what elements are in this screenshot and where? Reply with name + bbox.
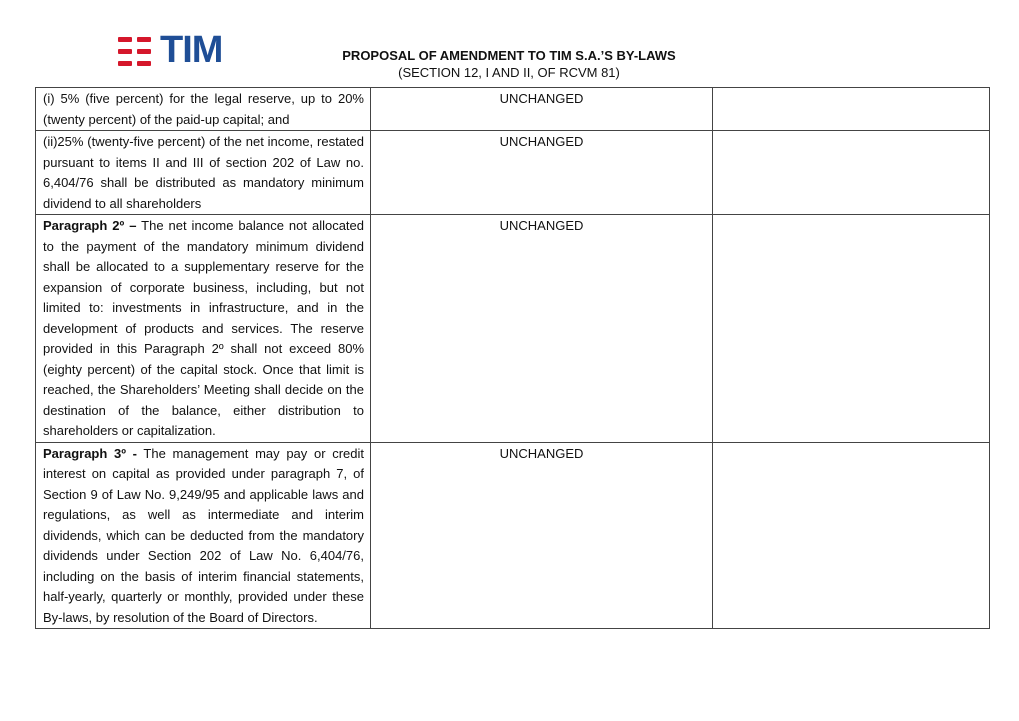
current-text-cell (36, 442, 371, 629)
table-row (36, 131, 990, 215)
justification-text (713, 88, 989, 89)
paragraph-label: Paragraph 3º - (43, 445, 137, 461)
tim-logo-wordmark: TIM (160, 29, 223, 71)
justification-text (713, 215, 989, 216)
status-text: UNCHANGED (499, 445, 584, 461)
justification-text (713, 131, 989, 132)
tim-logo-mark-icon (118, 37, 154, 67)
justification-cell (713, 215, 990, 443)
clause-text: The net income balance not allocated to the payment of the mandatory minimum dividend shall be allocated to a supplementary reserve for the expansion of corporate business, including, but not limited to: investments in infrastructure, and in the development of products and services. The reserve provided in this Paragraph 2º shall not exceed 80% (eighty percent) of the capital stock. Once that limit is reached, the Shareholders’ Meeting shall decide on the destination of the balance, either distribution to shareholders or capitalization. (43, 218, 364, 438)
justification-cell (713, 442, 990, 629)
table-row (36, 88, 990, 131)
amendment-table (35, 87, 990, 629)
table-row (36, 215, 990, 443)
status-text: UNCHANGED (499, 91, 584, 106)
tim-logo (118, 29, 238, 71)
proposed-text-cell (371, 88, 713, 131)
current-text-cell (36, 215, 371, 443)
status-text: UNCHANGED (499, 134, 584, 149)
proposed-text-cell (371, 442, 713, 629)
proposed-text-cell (371, 131, 713, 215)
document-subtitle: (SECTION 12, I AND II, OF RCVM 81) (398, 65, 620, 80)
current-text-cell (36, 131, 371, 215)
clause-text: (ii)25% (twenty-five percent) of the net income, restated pursuant to items II and III of section 202 of Law no. 6,404/76 shall be distributed as mandatory minimum dividend to all shareholders (43, 134, 364, 211)
justification-text (713, 443, 989, 444)
current-text-cell (36, 88, 371, 131)
proposed-text-cell (371, 215, 713, 443)
document-header (300, 47, 718, 81)
justification-cell (713, 88, 990, 131)
justification-cell (713, 131, 990, 215)
table-row (36, 442, 990, 629)
paragraph-label: Paragraph 2º – (43, 218, 137, 233)
document-title: PROPOSAL OF AMENDMENT TO TIM S.A.’S BY-LAWS (342, 48, 676, 63)
clause-text: (i) 5% (five percent) for the legal reserve, up to 20% (twenty percent) of the paid-up capital; and (43, 91, 364, 127)
status-text: UNCHANGED (499, 218, 584, 233)
clause-text: The management may pay or credit interest on capital as provided under paragraph 7, of Section 9 of Law No. 9,249/95 and applicable laws and regulations, as well as intermediate and interim dividends, which can be deducted from the mandatory dividends under Section 202 of Law No. 6,404/76, including on the basis of interim financial statements, half-yearly, quarterly or monthly, provided under these By-laws, by resolution of the Board of Directors. (43, 445, 364, 625)
